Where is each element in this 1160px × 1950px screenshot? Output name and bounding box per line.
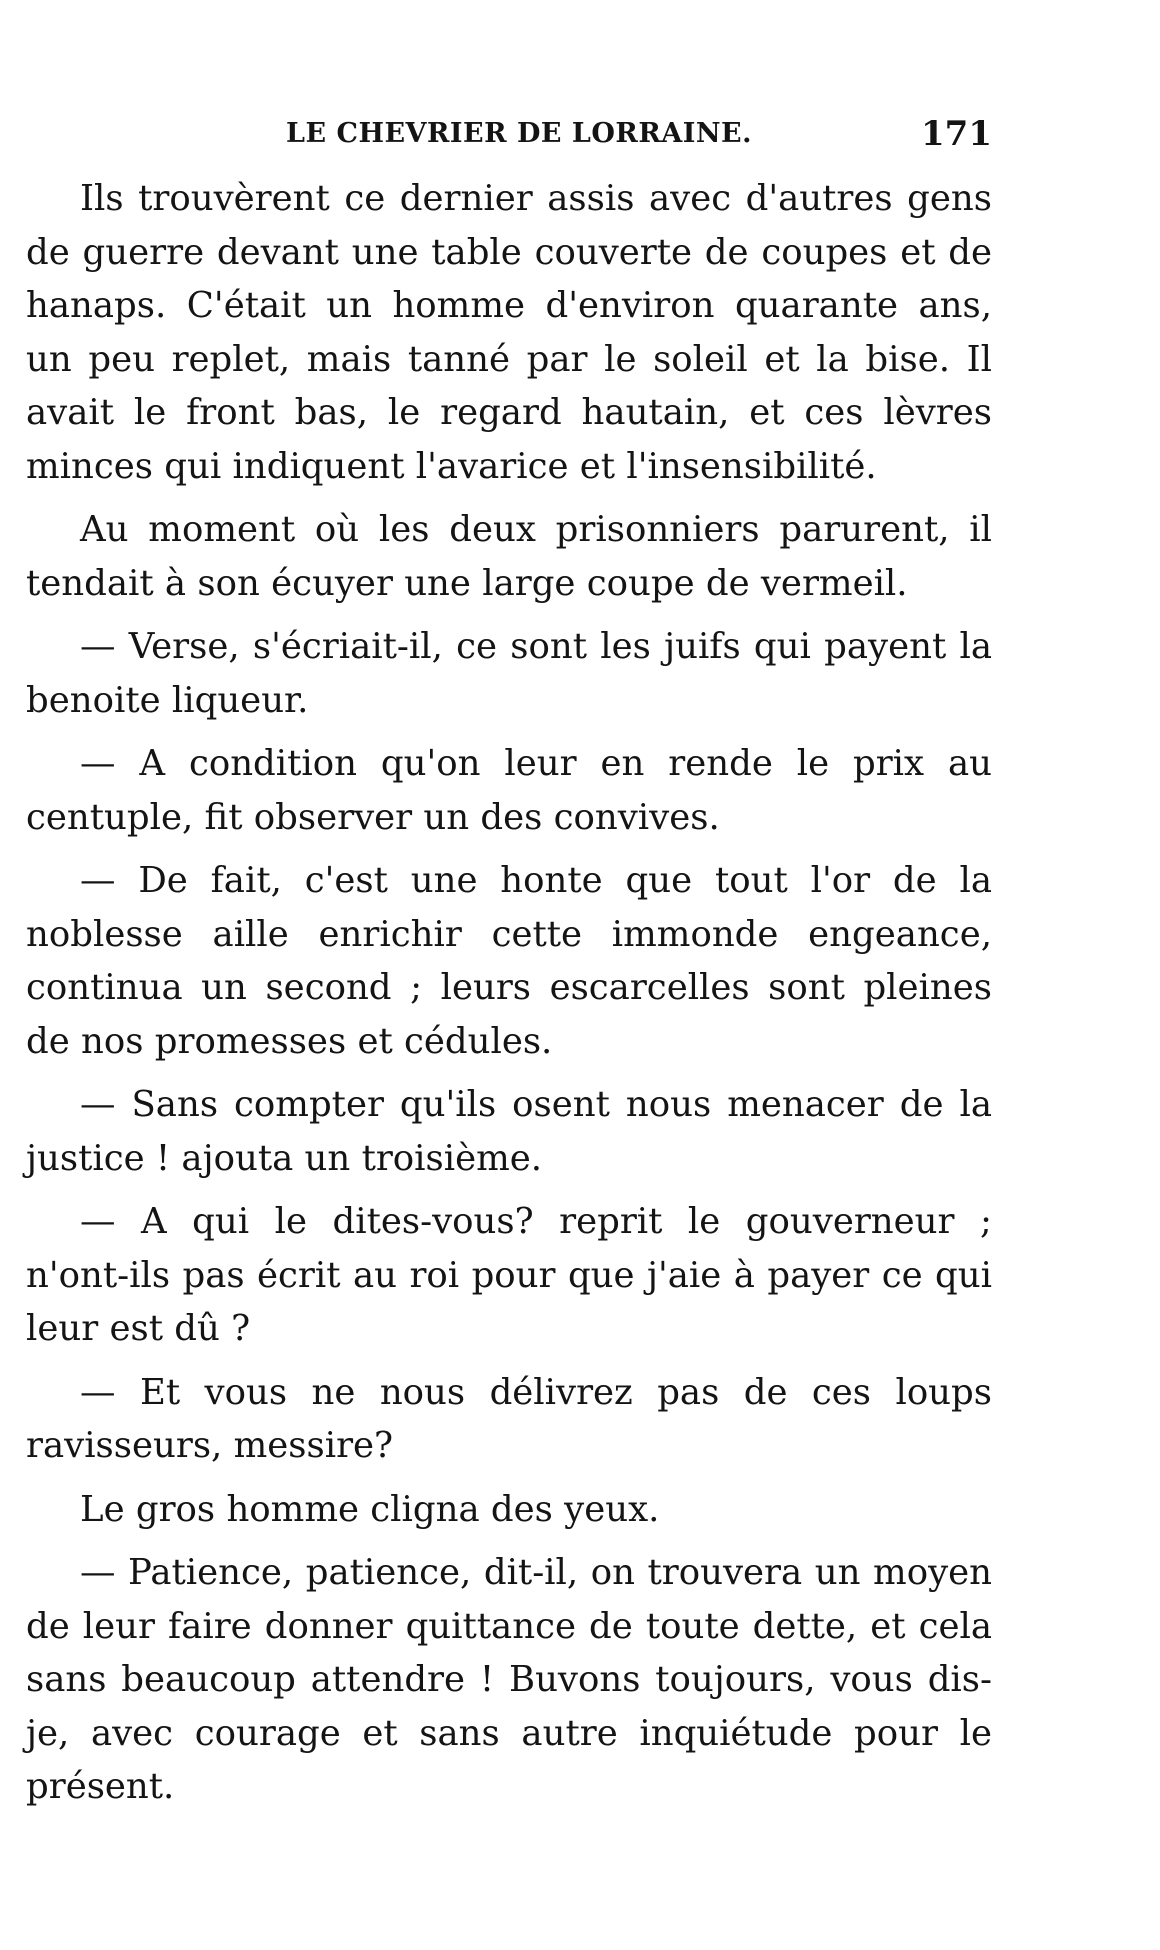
paragraph: — A qui le dites-vous? reprit le gouverneur ; n'ont-ils pas écrit au roi pour que j'aie à payer ce qui leur est dû ? bbox=[26, 1201, 992, 1349]
body-text bbox=[26, 172, 992, 1814]
paragraph: — Patience, patience, dit-il, on trouvera un moyen de leur faire donner quittance de toute dette, et cela sans beaucoup attendre ! Buvons toujours, vous dis-je, avec courage et sans autre inquiétude pour le présent. bbox=[26, 1552, 992, 1807]
paragraph: Ils trouvèrent ce dernier assis avec d'autres gens de guerre devant une table couverte de coupes et de hanaps. C'était un homme d'environ quarante ans, un peu replet, mais tanné par le soleil et la bise. Il avait le front bas, le regard hautain, et ces lèvres minces qui indiquent l'avarice et l'insensibilité. bbox=[26, 178, 992, 487]
paragraph: — A condition qu'on leur en rende le prix au centuple, fit observer un des convives. bbox=[26, 743, 992, 838]
paragraph: — Et vous ne nous délivrez pas de ces loups ravisseurs, messire? bbox=[26, 1371, 992, 1466]
paragraph: — Sans compter qu'ils osent nous menacer de la justice ! ajouta un troisième. bbox=[26, 1084, 992, 1179]
running-head bbox=[26, 114, 992, 170]
running-title: LE CHEVRIER DE LORRAINE. bbox=[286, 118, 752, 149]
paragraph: Le gros homme cligna des yeux. bbox=[80, 1488, 660, 1530]
page-number: 171 bbox=[921, 114, 992, 154]
paragraph: Au moment où les deux prisonniers parurent, il tendait à son écuyer une large coupe de vermeil. bbox=[26, 509, 992, 604]
paragraph: — De fait, c'est une honte que tout l'or de la noblesse aille enrichir cette immonde engeance, continua un second ; leurs escarcelles sont pleines de nos promesses et cédules. bbox=[26, 860, 992, 1062]
paragraph: — Verse, s'écriait-il, ce sont les juifs qui payent la benoite liqueur. bbox=[26, 626, 992, 721]
